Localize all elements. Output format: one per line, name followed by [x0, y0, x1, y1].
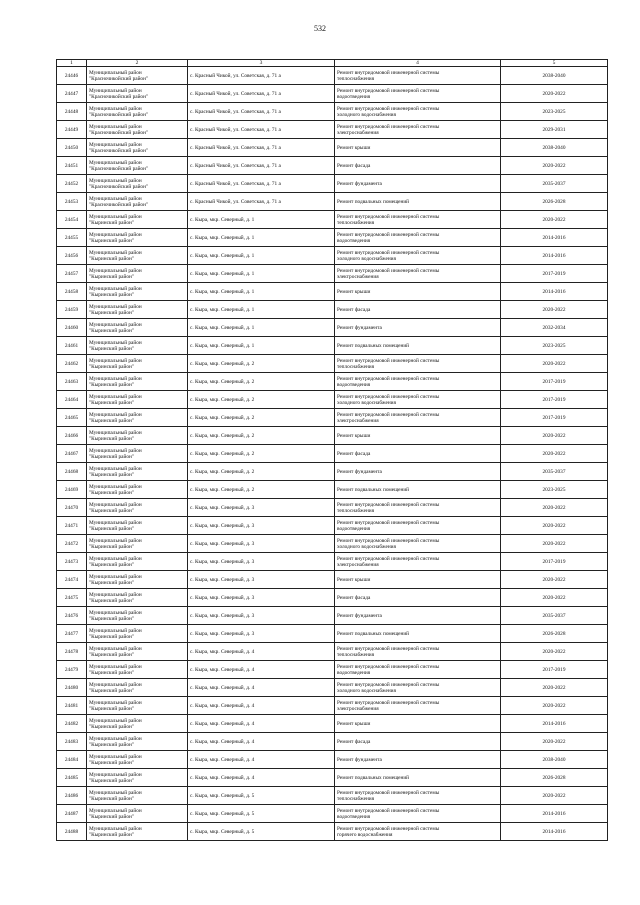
address-cell: с. Кыра, мкр. Северный, д. 2	[188, 409, 335, 427]
table-row	[57, 571, 608, 589]
municipality-cell: Муниципальный район "Кыринский район"	[87, 589, 188, 607]
address-cell: с. Кыра, мкр. Северный, д. 4	[188, 661, 335, 679]
row-number-cell: 24449	[57, 121, 87, 139]
row-number-cell: 24467	[57, 445, 87, 463]
row-number-cell: 24462	[57, 355, 87, 373]
address-cell: с. Кыра, мкр. Северный, д. 1	[188, 265, 335, 283]
municipality-cell: Муниципальный район "Красночикойский район"	[87, 139, 188, 157]
period-cell: 2023-2025	[501, 337, 608, 355]
work-type-cell: Ремонт внутридомовой инженерной системы электроснабжения	[335, 409, 501, 427]
work-type-cell: Ремонт внутридомовой инженерной системы теплоснабжения	[335, 211, 501, 229]
municipality-cell: Муниципальный район "Кыринский район"	[87, 355, 188, 373]
work-type-cell: Ремонт внутридомовой инженерной системы водоотведения	[335, 373, 501, 391]
table-row	[57, 85, 608, 103]
row-number-cell: 24456	[57, 247, 87, 265]
municipality-cell: Муниципальный район "Кыринский район"	[87, 481, 188, 499]
period-cell: 2026-2028	[501, 769, 608, 787]
table-row	[57, 247, 608, 265]
address-cell: с. Кыра, мкр. Северный, д. 4	[188, 679, 335, 697]
work-type-cell: Ремонт крыши	[335, 139, 501, 157]
row-number-cell: 24463	[57, 373, 87, 391]
work-type-cell: Ремонт подвальных помещений	[335, 769, 501, 787]
period-cell: 2020-2022	[501, 499, 608, 517]
address-cell: с. Кыра, мкр. Северный, д. 2	[188, 391, 335, 409]
address-cell: с. Кыра, мкр. Северный, д. 4	[188, 733, 335, 751]
work-type-cell: Ремонт крыши	[335, 283, 501, 301]
work-type-cell: Ремонт фундамента	[335, 319, 501, 337]
row-number-cell: 24448	[57, 103, 87, 121]
address-cell: с. Кыра, мкр. Северный, д. 4	[188, 769, 335, 787]
row-number-cell: 24465	[57, 409, 87, 427]
table-row	[57, 733, 608, 751]
row-number-cell: 24468	[57, 463, 87, 481]
row-number-cell: 24466	[57, 427, 87, 445]
municipality-cell: Муниципальный район "Кыринский район"	[87, 823, 188, 841]
municipality-cell: Муниципальный район "Красночикойский район"	[87, 85, 188, 103]
period-cell: 2017-2019	[501, 661, 608, 679]
column-header: 4	[335, 60, 501, 67]
address-cell: с. Красный Чикой, ул. Советская, д. 71 а	[188, 157, 335, 175]
period-cell: 2038-2040	[501, 139, 608, 157]
municipality-cell: Муниципальный район "Кыринский район"	[87, 229, 188, 247]
period-cell: 2014-2016	[501, 247, 608, 265]
column-number-row	[57, 60, 608, 67]
period-cell: 2014-2016	[501, 805, 608, 823]
work-type-cell: Ремонт внутридомовой инженерной системы теплоснабжения	[335, 499, 501, 517]
municipality-cell: Муниципальный район "Кыринский район"	[87, 211, 188, 229]
row-number-cell: 24454	[57, 211, 87, 229]
row-number-cell: 24459	[57, 301, 87, 319]
municipality-cell: Муниципальный район "Кыринский район"	[87, 607, 188, 625]
address-cell: с. Кыра, мкр. Северный, д. 2	[188, 445, 335, 463]
period-cell: 2023-2025	[501, 103, 608, 121]
row-number-cell: 24457	[57, 265, 87, 283]
table-row	[57, 499, 608, 517]
column-header: 2	[87, 60, 188, 67]
address-cell: с. Красный Чикой, ул. Советская, д. 71 а	[188, 193, 335, 211]
work-type-cell: Ремонт внутридомовой инженерной системы водоотведения	[335, 517, 501, 535]
work-type-cell: Ремонт подвальных помещений	[335, 481, 501, 499]
municipality-cell: Муниципальный район "Кыринский район"	[87, 535, 188, 553]
municipality-cell: Муниципальный район "Кыринский район"	[87, 715, 188, 733]
municipality-cell: Муниципальный район "Кыринский район"	[87, 391, 188, 409]
table-row	[57, 157, 608, 175]
period-cell: 2020-2022	[501, 733, 608, 751]
period-cell: 2020-2022	[501, 571, 608, 589]
period-cell: 2017-2019	[501, 373, 608, 391]
municipality-cell: Муниципальный район "Кыринский район"	[87, 697, 188, 715]
municipality-cell: Муниципальный район "Кыринский район"	[87, 769, 188, 787]
row-number-cell: 24471	[57, 517, 87, 535]
municipality-cell: Муниципальный район "Красночикойский район"	[87, 103, 188, 121]
repair-schedule-table	[56, 59, 608, 841]
table-row	[57, 103, 608, 121]
work-type-cell: Ремонт внутридомовой инженерной системы теплоснабжения	[335, 67, 501, 85]
table-row	[57, 445, 608, 463]
period-cell: 2020-2022	[501, 589, 608, 607]
municipality-cell: Муниципальный район "Красночикойский район"	[87, 193, 188, 211]
period-cell: 2020-2022	[501, 211, 608, 229]
row-number-cell: 24486	[57, 787, 87, 805]
work-type-cell: Ремонт внутридомовой инженерной системы электроснабжения	[335, 121, 501, 139]
work-type-cell: Ремонт фасада	[335, 445, 501, 463]
table-row	[57, 319, 608, 337]
table-row	[57, 661, 608, 679]
work-type-cell: Ремонт внутридомовой инженерной системы водоотведения	[335, 661, 501, 679]
period-cell: 2035-2037	[501, 175, 608, 193]
table-row	[57, 481, 608, 499]
work-type-cell: Ремонт внутридомовой инженерной системы горячего водоснабжения	[335, 823, 501, 841]
work-type-cell: Ремонт фасада	[335, 589, 501, 607]
row-number-cell: 24447	[57, 85, 87, 103]
period-cell: 2020-2022	[501, 535, 608, 553]
row-number-cell: 24474	[57, 571, 87, 589]
municipality-cell: Муниципальный район "Кыринский район"	[87, 337, 188, 355]
work-type-cell: Ремонт фасада	[335, 157, 501, 175]
column-header: 1	[57, 60, 87, 67]
table-row	[57, 715, 608, 733]
address-cell: с. Красный Чикой, ул. Советская, д. 71 а	[188, 121, 335, 139]
period-cell: 2020-2022	[501, 85, 608, 103]
work-type-cell: Ремонт подвальных помещений	[335, 337, 501, 355]
period-cell: 2038-2040	[501, 67, 608, 85]
row-number-cell: 24483	[57, 733, 87, 751]
work-type-cell: Ремонт внутридомовой инженерной системы теплоснабжения	[335, 787, 501, 805]
address-cell: с. Красный Чикой, ул. Советская, д. 71 а	[188, 103, 335, 121]
period-cell: 2020-2022	[501, 517, 608, 535]
work-type-cell: Ремонт фасада	[335, 301, 501, 319]
municipality-cell: Муниципальный район "Кыринский район"	[87, 319, 188, 337]
address-cell: с. Красный Чикой, ул. Советская, д. 71 а	[188, 67, 335, 85]
period-cell: 2017-2019	[501, 553, 608, 571]
municipality-cell: Муниципальный район "Кыринский район"	[87, 409, 188, 427]
municipality-cell: Муниципальный район "Красночикойский район"	[87, 175, 188, 193]
row-number-cell: 24481	[57, 697, 87, 715]
table-row	[57, 229, 608, 247]
work-type-cell: Ремонт фундамента	[335, 607, 501, 625]
table-row	[57, 625, 608, 643]
table-row	[57, 175, 608, 193]
address-cell: с. Кыра, мкр. Северный, д. 5	[188, 823, 335, 841]
address-cell: с. Кыра, мкр. Северный, д. 4	[188, 751, 335, 769]
row-number-cell: 24484	[57, 751, 87, 769]
work-type-cell: Ремонт фасада	[335, 733, 501, 751]
row-number-cell: 24464	[57, 391, 87, 409]
address-cell: с. Красный Чикой, ул. Советская, д. 71 а	[188, 175, 335, 193]
municipality-cell: Муниципальный район "Кыринский район"	[87, 463, 188, 481]
row-number-cell: 24453	[57, 193, 87, 211]
municipality-cell: Муниципальный район "Кыринский район"	[87, 805, 188, 823]
work-type-cell: Ремонт фундамента	[335, 175, 501, 193]
work-type-cell: Ремонт внутридомовой инженерной системы теплоснабжения	[335, 355, 501, 373]
work-type-cell: Ремонт внутридомовой инженерной системы электроснабжения	[335, 265, 501, 283]
row-number-cell: 24446	[57, 67, 87, 85]
work-type-cell: Ремонт внутридомовой инженерной системы холодного водоснабжения	[335, 247, 501, 265]
table-row	[57, 139, 608, 157]
work-type-cell: Ремонт крыши	[335, 715, 501, 733]
row-number-cell: 24485	[57, 769, 87, 787]
row-number-cell: 24460	[57, 319, 87, 337]
period-cell: 2020-2022	[501, 643, 608, 661]
table-row	[57, 283, 608, 301]
table-row	[57, 607, 608, 625]
table-row	[57, 697, 608, 715]
period-cell: 2020-2022	[501, 697, 608, 715]
table-row	[57, 823, 608, 841]
table-row	[57, 373, 608, 391]
table-row	[57, 193, 608, 211]
period-cell: 2032-2034	[501, 319, 608, 337]
table-row	[57, 643, 608, 661]
table-row	[57, 67, 608, 85]
municipality-cell: Муниципальный район "Кыринский район"	[87, 679, 188, 697]
work-type-cell: Ремонт внутридомовой инженерной системы водоотведения	[335, 85, 501, 103]
address-cell: с. Кыра, мкр. Северный, д. 4	[188, 643, 335, 661]
work-type-cell: Ремонт фундамента	[335, 751, 501, 769]
period-cell: 2020-2022	[501, 679, 608, 697]
table-row	[57, 589, 608, 607]
period-cell: 2020-2022	[501, 445, 608, 463]
row-number-cell: 24450	[57, 139, 87, 157]
period-cell: 2020-2022	[501, 157, 608, 175]
table-row	[57, 211, 608, 229]
address-cell: с. Кыра, мкр. Северный, д. 1	[188, 247, 335, 265]
period-cell: 2014-2016	[501, 823, 608, 841]
table-row	[57, 463, 608, 481]
table-row	[57, 427, 608, 445]
work-type-cell: Ремонт внутридомовой инженерной системы теплоснабжения	[335, 643, 501, 661]
municipality-cell: Муниципальный район "Кыринский район"	[87, 247, 188, 265]
address-cell: с. Кыра, мкр. Северный, д. 1	[188, 319, 335, 337]
period-cell: 2038-2040	[501, 751, 608, 769]
table-body	[57, 60, 608, 841]
table-row	[57, 517, 608, 535]
table-row	[57, 751, 608, 769]
address-cell: с. Кыра, мкр. Северный, д. 1	[188, 283, 335, 301]
address-cell: с. Кыра, мкр. Северный, д. 1	[188, 337, 335, 355]
municipality-cell: Муниципальный район "Красночикойский район"	[87, 157, 188, 175]
work-type-cell: Ремонт фундамента	[335, 463, 501, 481]
period-cell: 2026-2028	[501, 625, 608, 643]
address-cell: с. Кыра, мкр. Северный, д. 3	[188, 571, 335, 589]
row-number-cell: 24478	[57, 643, 87, 661]
table-row	[57, 355, 608, 373]
address-cell: с. Кыра, мкр. Северный, д. 4	[188, 697, 335, 715]
row-number-cell: 24473	[57, 553, 87, 571]
period-cell: 2020-2022	[501, 787, 608, 805]
row-number-cell: 24476	[57, 607, 87, 625]
work-type-cell: Ремонт крыши	[335, 427, 501, 445]
row-number-cell: 24461	[57, 337, 87, 355]
municipality-cell: Муниципальный район "Кыринский район"	[87, 265, 188, 283]
period-cell: 2017-2019	[501, 391, 608, 409]
table-row	[57, 805, 608, 823]
work-type-cell: Ремонт подвальных помещений	[335, 193, 501, 211]
column-header: 3	[188, 60, 335, 67]
municipality-cell: Муниципальный район "Кыринский район"	[87, 661, 188, 679]
municipality-cell: Муниципальный район "Кыринский район"	[87, 553, 188, 571]
municipality-cell: Муниципальный район "Кыринский район"	[87, 373, 188, 391]
address-cell: с. Красный Чикой, ул. Советская, д. 71 а	[188, 139, 335, 157]
row-number-cell: 24451	[57, 157, 87, 175]
table-row	[57, 409, 608, 427]
period-cell: 2035-2037	[501, 463, 608, 481]
address-cell: с. Кыра, мкр. Северный, д. 2	[188, 481, 335, 499]
municipality-cell: Муниципальный район "Кыринский район"	[87, 625, 188, 643]
address-cell: с. Кыра, мкр. Северный, д. 2	[188, 427, 335, 445]
row-number-cell: 24477	[57, 625, 87, 643]
work-type-cell: Ремонт внутридомовой инженерной системы электроснабжения	[335, 553, 501, 571]
table-row	[57, 787, 608, 805]
municipality-cell: Муниципальный район "Кыринский район"	[87, 499, 188, 517]
address-cell: с. Кыра, мкр. Северный, д. 5	[188, 805, 335, 823]
address-cell: с. Красный Чикой, ул. Советская, д. 71 а	[188, 85, 335, 103]
table-row	[57, 391, 608, 409]
address-cell: с. Кыра, мкр. Северный, д. 3	[188, 517, 335, 535]
work-type-cell: Ремонт внутридомовой инженерной системы холодного водоснабжения	[335, 391, 501, 409]
page-number: 532	[314, 24, 326, 33]
row-number-cell: 24472	[57, 535, 87, 553]
period-cell: 2023-2025	[501, 481, 608, 499]
row-number-cell: 24455	[57, 229, 87, 247]
address-cell: с. Кыра, мкр. Северный, д. 3	[188, 499, 335, 517]
municipality-cell: Муниципальный район "Кыринский район"	[87, 733, 188, 751]
table-row	[57, 679, 608, 697]
period-cell: 2020-2022	[501, 355, 608, 373]
table-row	[57, 301, 608, 319]
row-number-cell: 24469	[57, 481, 87, 499]
row-number-cell: 24479	[57, 661, 87, 679]
municipality-cell: Муниципальный район "Кыринский район"	[87, 301, 188, 319]
address-cell: с. Кыра, мкр. Северный, д. 2	[188, 355, 335, 373]
municipality-cell: Муниципальный район "Кыринский район"	[87, 445, 188, 463]
work-type-cell: Ремонт подвальных помещений	[335, 625, 501, 643]
row-number-cell: 24487	[57, 805, 87, 823]
address-cell: с. Кыра, мкр. Северный, д. 5	[188, 787, 335, 805]
table-row	[57, 553, 608, 571]
period-cell: 2035-2037	[501, 607, 608, 625]
period-cell: 2014-2016	[501, 283, 608, 301]
address-cell: с. Кыра, мкр. Северный, д. 3	[188, 625, 335, 643]
row-number-cell: 24475	[57, 589, 87, 607]
municipality-cell: Муниципальный район "Кыринский район"	[87, 643, 188, 661]
address-cell: с. Кыра, мкр. Северный, д. 3	[188, 535, 335, 553]
address-cell: с. Кыра, мкр. Северный, д. 2	[188, 373, 335, 391]
row-number-cell: 24458	[57, 283, 87, 301]
address-cell: с. Кыра, мкр. Северный, д. 1	[188, 301, 335, 319]
address-cell: с. Кыра, мкр. Северный, д. 3	[188, 553, 335, 571]
work-type-cell: Ремонт внутридомовой инженерной системы водоотведения	[335, 229, 501, 247]
row-number-cell: 24480	[57, 679, 87, 697]
row-number-cell: 24482	[57, 715, 87, 733]
municipality-cell: Муниципальный район "Кыринский район"	[87, 283, 188, 301]
municipality-cell: Муниципальный район "Красночикойский район"	[87, 67, 188, 85]
work-type-cell: Ремонт внутридомовой инженерной системы холодного водоснабжения	[335, 679, 501, 697]
work-type-cell: Ремонт внутридомовой инженерной системы холодного водоснабжения	[335, 103, 501, 121]
address-cell: с. Кыра, мкр. Северный, д. 4	[188, 715, 335, 733]
municipality-cell: Муниципальный район "Красночикойский район"	[87, 121, 188, 139]
table-row	[57, 265, 608, 283]
table-row	[57, 535, 608, 553]
work-type-cell: Ремонт внутридомовой инженерной системы водоотведения	[335, 805, 501, 823]
table-row	[57, 121, 608, 139]
table-row	[57, 769, 608, 787]
address-cell: с. Кыра, мкр. Северный, д. 2	[188, 463, 335, 481]
municipality-cell: Муниципальный район "Кыринский район"	[87, 751, 188, 769]
column-header: 5	[501, 60, 608, 67]
period-cell: 2029-2031	[501, 121, 608, 139]
address-cell: с. Кыра, мкр. Северный, д. 1	[188, 211, 335, 229]
address-cell: с. Кыра, мкр. Северный, д. 3	[188, 607, 335, 625]
work-type-cell: Ремонт крыши	[335, 571, 501, 589]
municipality-cell: Муниципальный район "Кыринский район"	[87, 517, 188, 535]
address-cell: с. Кыра, мкр. Северный, д. 3	[188, 589, 335, 607]
row-number-cell: 24452	[57, 175, 87, 193]
row-number-cell: 24488	[57, 823, 87, 841]
address-cell: с. Кыра, мкр. Северный, д. 1	[188, 229, 335, 247]
row-number-cell: 24470	[57, 499, 87, 517]
period-cell: 2014-2016	[501, 715, 608, 733]
municipality-cell: Муниципальный район "Кыринский район"	[87, 787, 188, 805]
period-cell: 2017-2019	[501, 409, 608, 427]
table-row	[57, 337, 608, 355]
work-type-cell: Ремонт внутридомовой инженерной системы холодного водоснабжения	[335, 535, 501, 553]
municipality-cell: Муниципальный район "Кыринский район"	[87, 571, 188, 589]
work-type-cell: Ремонт внутридомовой инженерной системы электроснабжения	[335, 697, 501, 715]
period-cell: 2017-2019	[501, 265, 608, 283]
period-cell: 2020-2022	[501, 427, 608, 445]
municipality-cell: Муниципальный район "Кыринский район"	[87, 427, 188, 445]
period-cell: 2020-2022	[501, 301, 608, 319]
period-cell: 2014-2016	[501, 229, 608, 247]
period-cell: 2026-2028	[501, 193, 608, 211]
